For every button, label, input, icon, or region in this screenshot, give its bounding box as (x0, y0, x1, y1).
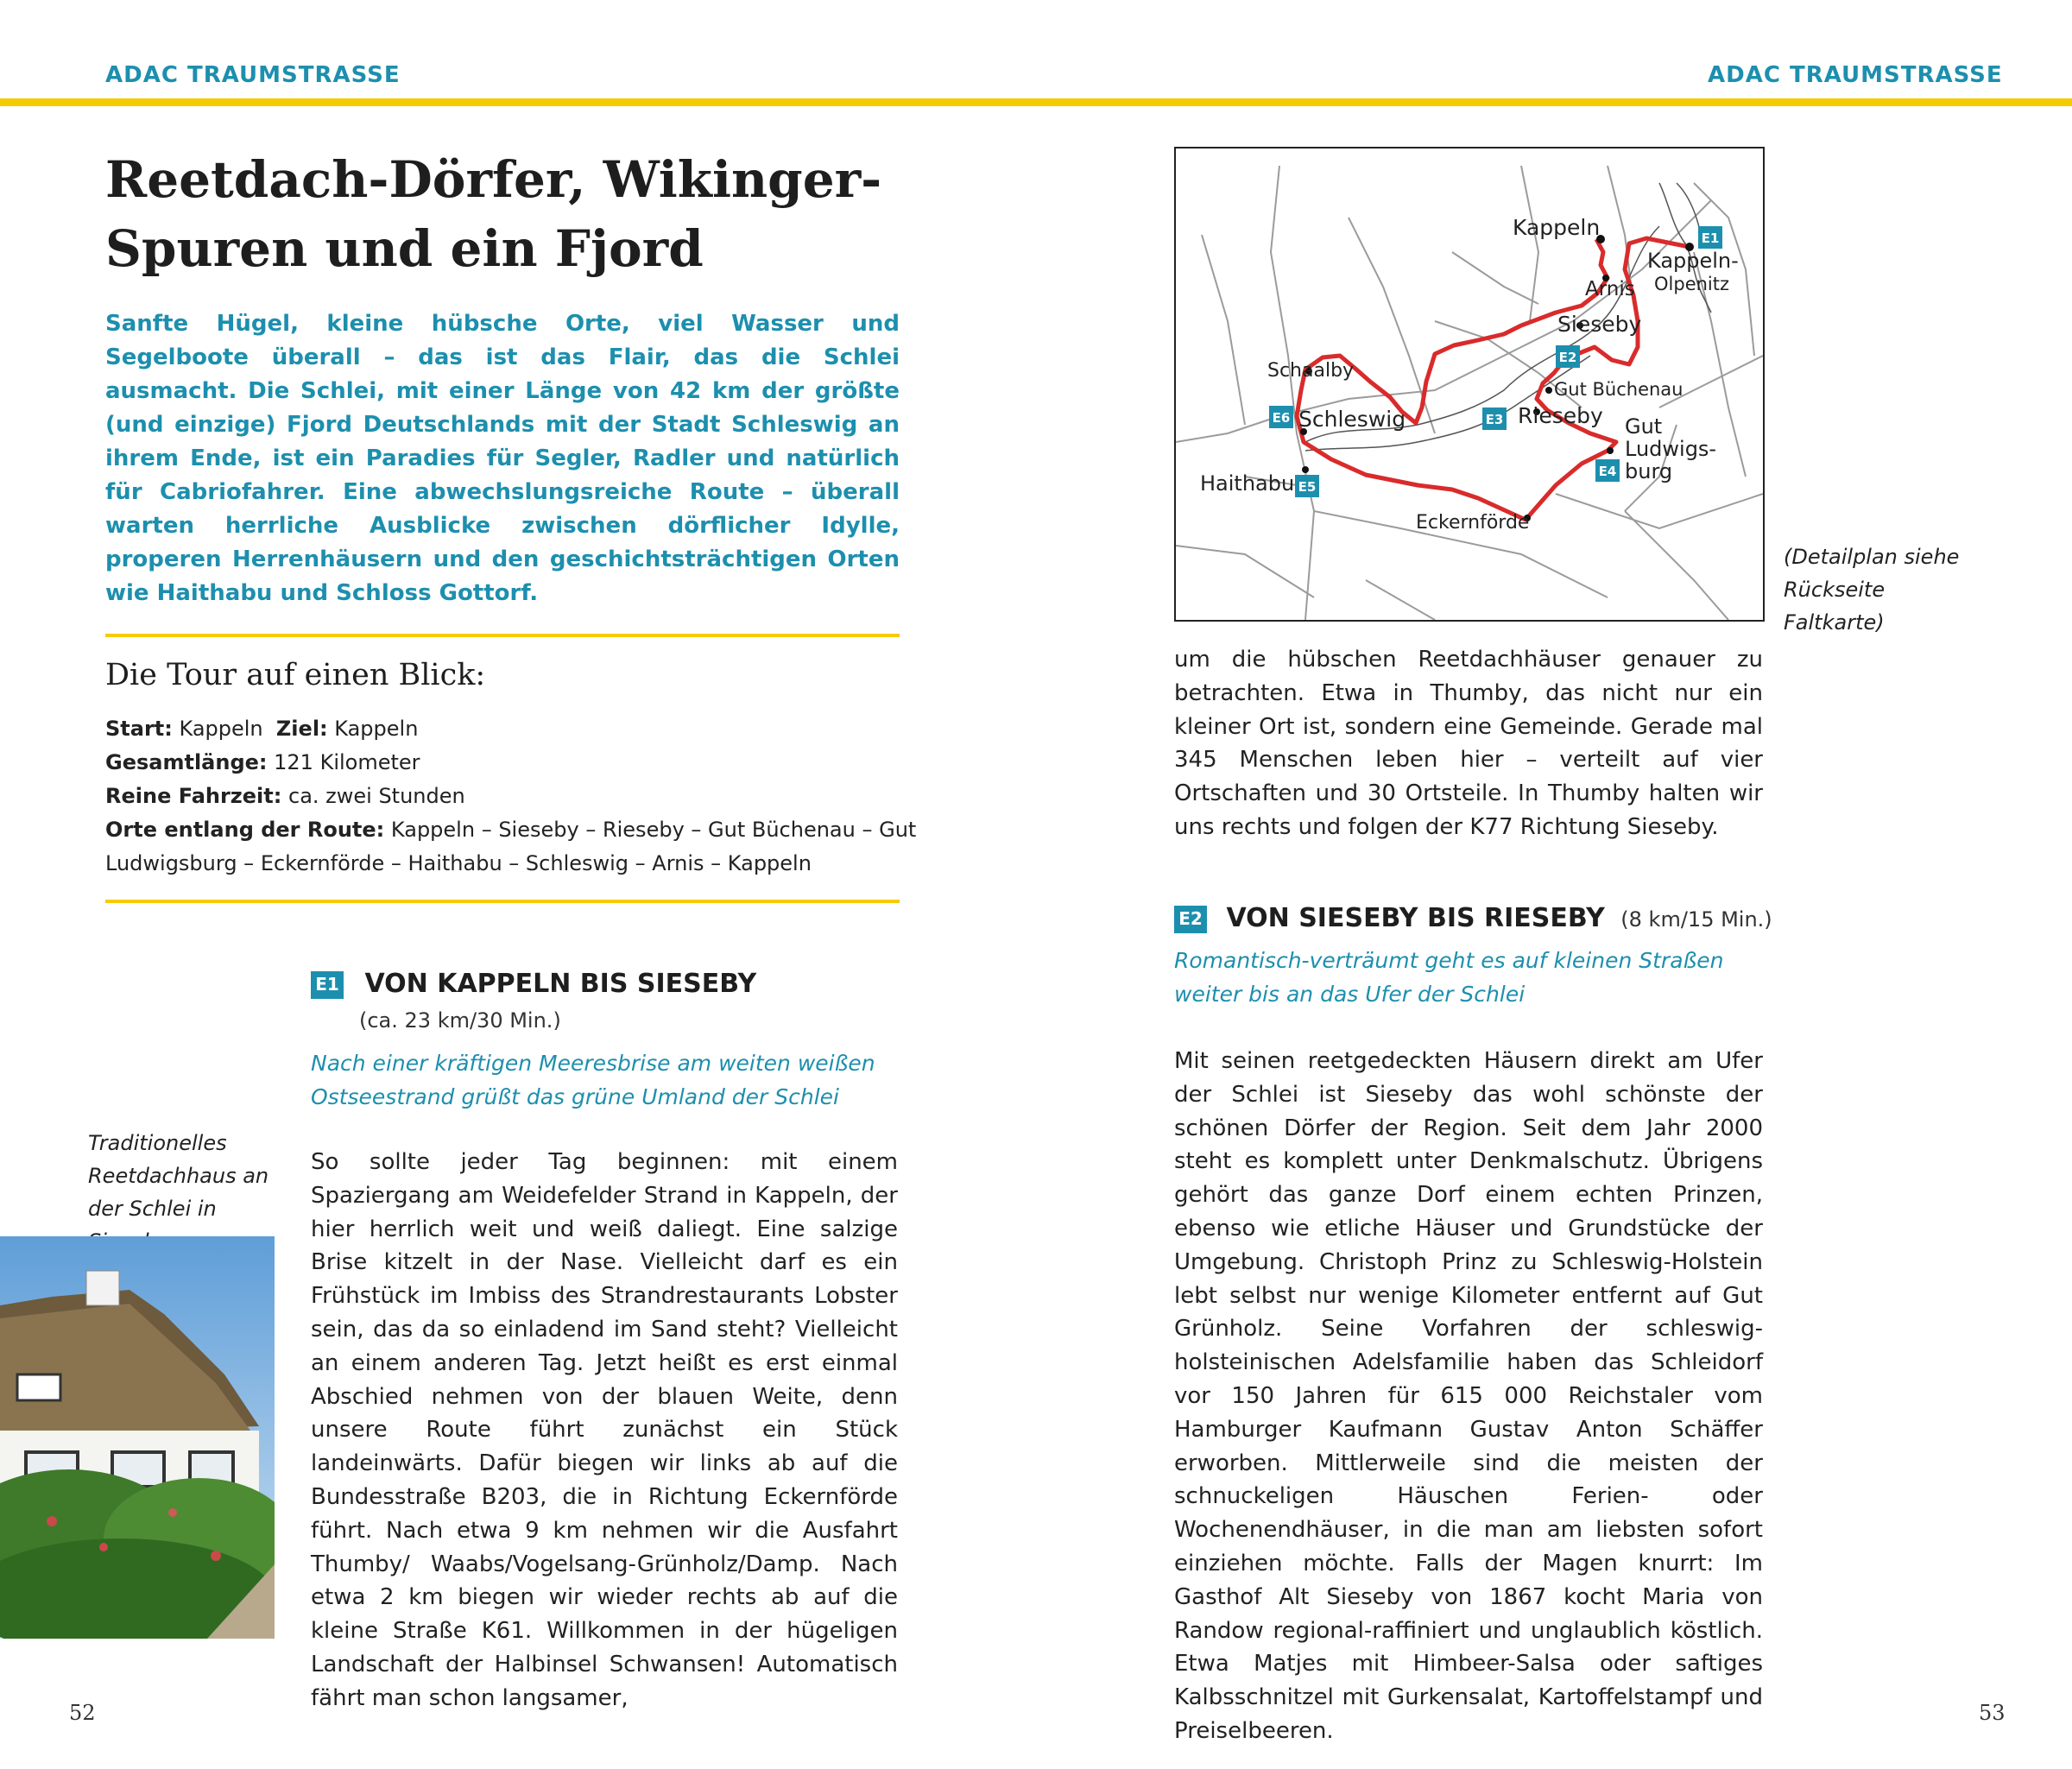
places-label: Orte entlang der Route: (105, 818, 385, 842)
ziel-value: Kappeln (334, 717, 419, 741)
route-map-svg (1176, 148, 1763, 620)
map-badge-e4: E4 (1598, 464, 1617, 479)
section-e1-body: So sollte jeder Tag beginnen: mit einem Spaziergang am Weidefelder Strand in Kappeln, der hier herrlich weit und weiß daliegt. Eine salzige Brise kitzelt in der Nase. Vielleicht darf es ein Frühstück im Imbiss des Strandrestaurants Lobster sein, das da so einladend im Sand steht? Vielleicht an einem anderen Tag. Jetzt heißt es erst einmal Abschied nehmen von der blauen Weite, denn unsere Route führt zunächst ein Stück landeinwärts. Dafür biegen wir links ab auf die Bundesstraße B203, die in Richtung Eckernförde führt. Nach etwa 9 km nehmen wir die Ausfahrt Thumby/ Waabs/Vogelsang-Grünholz/Damp. Nach etwa 2 km biegen wir wieder rechts ab auf die kleine Straße K61. Willkommen in der hügeligen Landschaft der Halbinsel Schwansen! Automatisch fährt man schon langsamer, (311, 1149, 898, 1711)
section-e1-lead: Nach einer kräftigen Meeresbrise am weiten weißen Ostseestrand grüßt das grüne Umland der Schlei (311, 1051, 875, 1109)
time-value: ca. zwei Stunden (288, 784, 465, 808)
route-map (1174, 147, 1765, 622)
section-e1-heading: VON KAPPELN BIS SIESEBY (364, 969, 757, 999)
title-line-1: Reetdach-Dörfer, Wikinger- (105, 150, 882, 209)
tour-box-title: Die Tour auf einen Blick: (105, 658, 486, 692)
section-e2-heading: VON SIESEBY BIS RIESEBY (1226, 903, 1605, 933)
label-gut-ludwigsburg-2: Ludwigs- (1625, 437, 1717, 461)
label-schleswig: Schleswig (1298, 407, 1406, 432)
length-label: Gesamtlänge: (105, 750, 268, 774)
time-label: Reine Fahrzeit: (105, 784, 282, 808)
section-e2-heading-row (1174, 903, 1772, 933)
label-arnis: Arnis (1585, 278, 1635, 300)
label-gut-buechenau: Gut Büchenau (1554, 379, 1684, 400)
header-rule (0, 98, 2072, 106)
map-badge-e1: E1 (1701, 231, 1720, 246)
section-e2-sub: (8 km/15 Min.) (1620, 907, 1772, 932)
page-number-left: 52 (69, 1701, 96, 1725)
section-e1-sub: (ca. 23 km/30 Min.) (359, 1008, 561, 1033)
tour-start-row (105, 712, 917, 746)
right-continued-text: um die hübschen Reetdachhäuser genauer zu betrachten. Etwa in Thumby, das nicht nur ein kleiner Ort ist, sondern eine Gemeinde. Gerade mal 345 Menschen leben hier – verteilt auf vier Ortschaften und 30 Ortsteile. In Thumby halten wir uns rechts und folgen der K77 Richtung Sieseby. (1174, 647, 1763, 840)
start-label: Start: (105, 717, 173, 741)
label-haithabu: Haithabu (1200, 471, 1295, 496)
places-value-2: Ludwigsburg – Eckernförde – Haithabu – Schleswig – Arnis – Kappeln (105, 851, 812, 875)
intro-paragraph: Sanfte Hügel, kleine hübsche Orte, viel Wasser und Segelboote überall – das ist das Flair, das die Schlei ausmacht. Die Schlei, mit einer Länge von 42 km der größte (und einzige) Fjord Deutschlands mit der Stadt Schleswig an ihrem Ende, ist ein Paradies für Segler, Radler und natürlich für Cabriofahrer. Eine abwechslungsreiche Route – überall warten herrliche Ausblicke zwischen dörflicher Idylle, properen Herrenhäusern und den geschichtsträchtigen Orten wie Haithabu und Schloss Gottorf. (105, 311, 900, 606)
map-badge-e6: E6 (1272, 410, 1291, 426)
tour-box-bottom-rule (105, 900, 900, 903)
map-badge-e3: E3 (1485, 412, 1504, 427)
photo-illustration (0, 1236, 275, 1639)
tour-places-row-2 (105, 847, 917, 881)
section-e2-body: Mit seinen reetgedeckten Häusern direkt am Ufer der Schlei ist Sieseby das wohl schönste der schönen Dörfer der Region. Seit dem Jahr 2000 steht es komplett unter Denkmalschutz. Übrigens gehört das ganze Dorf einem echten Prinzen, ebenso wie etliche Häuser und Grundstücke der Umgebung. Christoph Prinz zu Schleswig-Holstein lebt selbst nur wenige Kilometer entfernt auf Gut Grünholz. Seine Vorfahren der schleswig-holsteinischen Adelsfamilie haben das Schleidorf vor 150 Jahren für 615 000 Reichstaler vom Hamburger Kaufmann Gustav Anton Schäffer erworben. Mittlerweile sind die meisten der schnuckeligen Häuschen Ferien- oder Wochenendhäuser, in die man am liebsten sofort einziehen möchte. Falls der Magen knurrt: Im Gasthof Alt Sieseby von 1867 kocht Maria von Randow regional-raffiniert und unglaublich köstlich. Etwa Matjes mit Himbeer-Salsa oder saftiges Kalbsschnitzel mit Gurkensalat, Kartoffelstampf und Preiselbeeren. (1174, 1048, 1763, 1744)
section-e1-heading-row (311, 969, 756, 999)
map-caption: (Detailplan siehe Rückseite Faltkarte) (1784, 545, 1960, 635)
section-e2-lead: Romantisch-verträumt geht es auf kleinen Straßen weiter bis an das Ufer der Schlei (1174, 948, 1724, 1007)
title-line-2: Spuren und ein Fjord (105, 219, 704, 278)
running-header-right: ADAC TRAUMSTRASSE (1708, 62, 2003, 88)
label-gut-ludwigsburg-1: Gut (1625, 414, 1663, 439)
length-value: 121 Kilometer (274, 750, 420, 774)
label-kappeln-olpenitz-2: Olpenitz (1654, 274, 1730, 294)
label-rieseby: Rieseby (1518, 403, 1603, 428)
tour-time-row (105, 780, 917, 813)
tour-box-top-rule (105, 634, 900, 637)
label-kappeln: Kappeln (1513, 215, 1601, 240)
reetdach-house-photo (0, 1236, 275, 1639)
tour-places-row (105, 813, 917, 847)
e2-badge: E2 (1174, 906, 1207, 933)
label-gut-ludwigsburg-3: burg (1625, 459, 1673, 483)
e1-badge: E1 (311, 971, 344, 999)
photo-caption: Traditionelles Reetdachhaus an der Schlei in (88, 1131, 269, 1221)
label-schaalby: Schaalby (1267, 360, 1355, 382)
map-badge-e2: E2 (1558, 350, 1577, 365)
label-kappeln-olpenitz-1: Kappeln- (1647, 249, 1739, 273)
page-number-right: 53 (1979, 1701, 2006, 1725)
places-value-1: Kappeln – Sieseby – Rieseby – Gut Büchenau – Gut (390, 818, 917, 842)
tour-facts (105, 712, 917, 881)
ziel-label: Ziel: (275, 717, 328, 741)
label-sieseby: Sieseby (1557, 312, 1642, 337)
map-badge-e5: E5 (1298, 479, 1317, 495)
label-eckernfoerde: Eckernförde (1416, 512, 1530, 534)
page-title (105, 145, 908, 283)
tour-length-row (105, 746, 917, 780)
running-header-left: ADAC TRAUMSTRASSE (105, 62, 401, 88)
start-value: Kappeln (179, 717, 263, 741)
